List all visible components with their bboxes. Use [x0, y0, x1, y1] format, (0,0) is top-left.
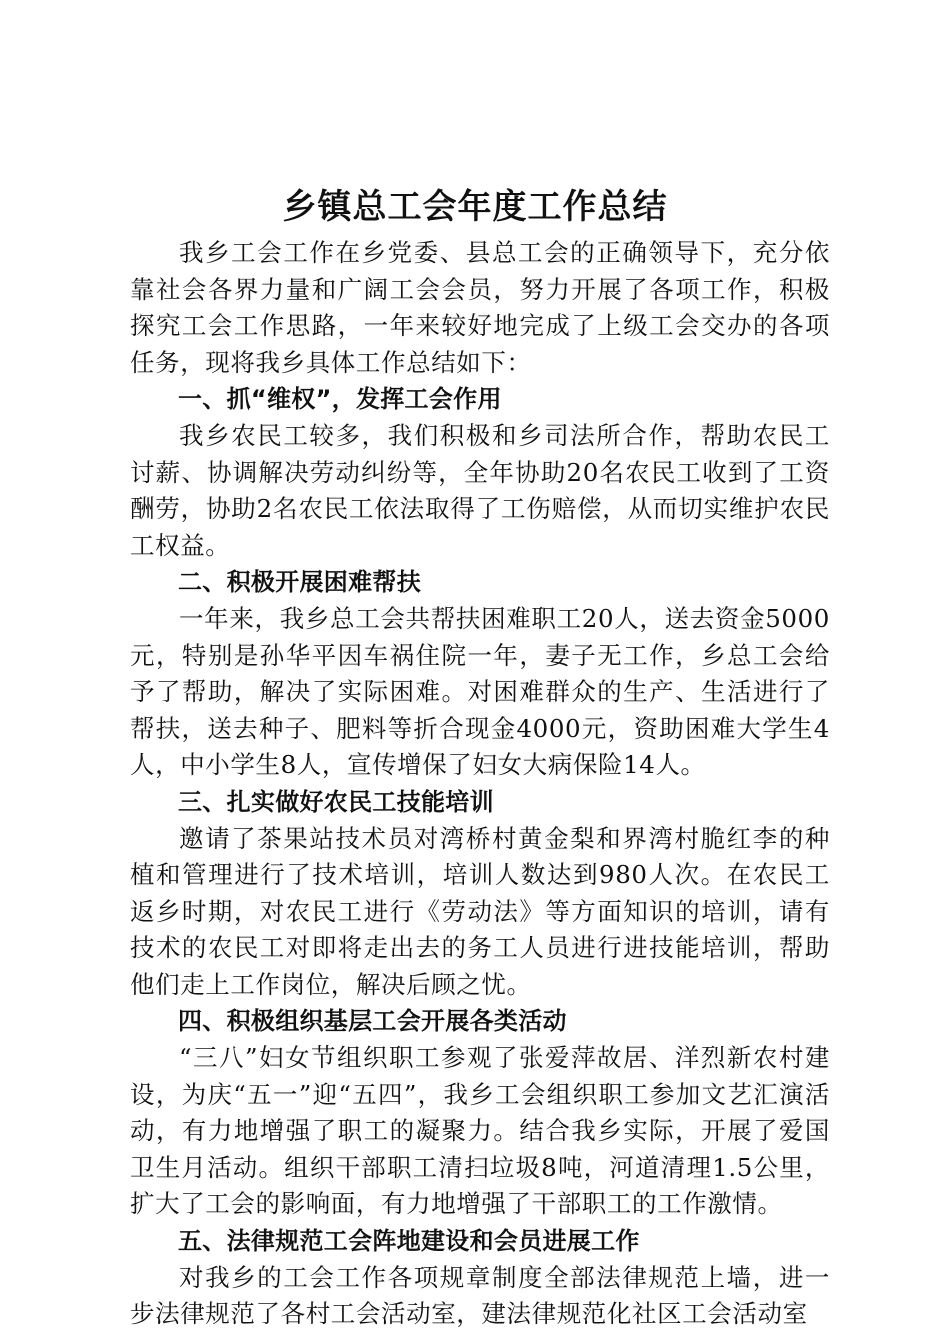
document-body — [130, 235, 830, 1333]
section-5 — [130, 1223, 830, 1333]
section-2 — [130, 564, 830, 784]
section-heading: 二、积极开展困难帮扶 — [178, 568, 421, 597]
section-4 — [130, 1003, 830, 1223]
section-paragraph: 对我乡的工会工作各项规章制度全部法律规范上墙，进一步法律规范了各村工会活动室，建法律规范化社区工会活动室 — [130, 1262, 830, 1329]
section-paragraph: 我乡农民工较多，我们积极和乡司法所合作，帮助农民工讨薪、协调解决劳动纠纷等，全年协助20名农民工收到了工资酬劳，协助2名农民工依法取得了工伤赔偿，从而切实维护农民工权益。 — [130, 420, 830, 560]
section-heading: 四、积极组织基层工会开展各类活动 — [178, 1007, 567, 1036]
section-paragraph: 邀请了茶果站技术员对湾桥村黄金梨和界湾村脆红李的种植和管理进行了技术培训，培训人数达到980人次。在农民工返乡时期，对农民工进行《劳动法》等方面知识的培训，请有技术的农民工对即将走出去的务工人员进行进技能培训，帮助他们走上工作岗位，解决后顾之忧。 — [130, 823, 830, 999]
section-paragraph: “三八”妇女节组织职工参观了张爱萍故居、洋烈新农村建设，为庆“五一”迎“五四”，我乡工会组织职工参加文艺汇演活动，有力地增强了职工的凝聚力。结合我乡实际，开展了爱国卫生月活动。组织干部职工清扫垃圾8吨，河道清理1.5公里，扩大了工会的影响面，有力地增强了干部职工的工作激情。 — [130, 1043, 830, 1219]
document-title: 乡镇总工会年度工作总结 — [282, 187, 668, 227]
intro-paragraph: 我乡工会工作在乡党委、县总工会的正确领导下，充分依靠社会各界力量和广阔工会会员，努力开展了各项工作，积极探究工会工作思路，一年来较好地完成了上级工会交办的各项任务，现将我乡具体工作总结如下： — [130, 238, 830, 377]
section-1 — [130, 381, 830, 564]
section-heading: 三、扎实做好农民工技能培训 — [178, 787, 494, 816]
section-heading: 五、法律规范工会阵地建设和会员进展工作 — [178, 1227, 640, 1256]
section-paragraph: 一年来，我乡总工会共帮扶困难职工20人，送去资金5000元，特别是孙华平因车祸住院一年，妻子无工作，乡总工会给予了帮助，解决了实际困难。对困难群众的生产、生活进行了帮扶，送去种子、肥料等折合现金4000元，资助困难大学生4人，中小学生8人，宣传增保了妇女大病保险14人。 — [130, 603, 830, 780]
section-heading: 一、抓“维权”，发挥工会作用 — [178, 385, 502, 414]
section-3 — [130, 784, 830, 1004]
